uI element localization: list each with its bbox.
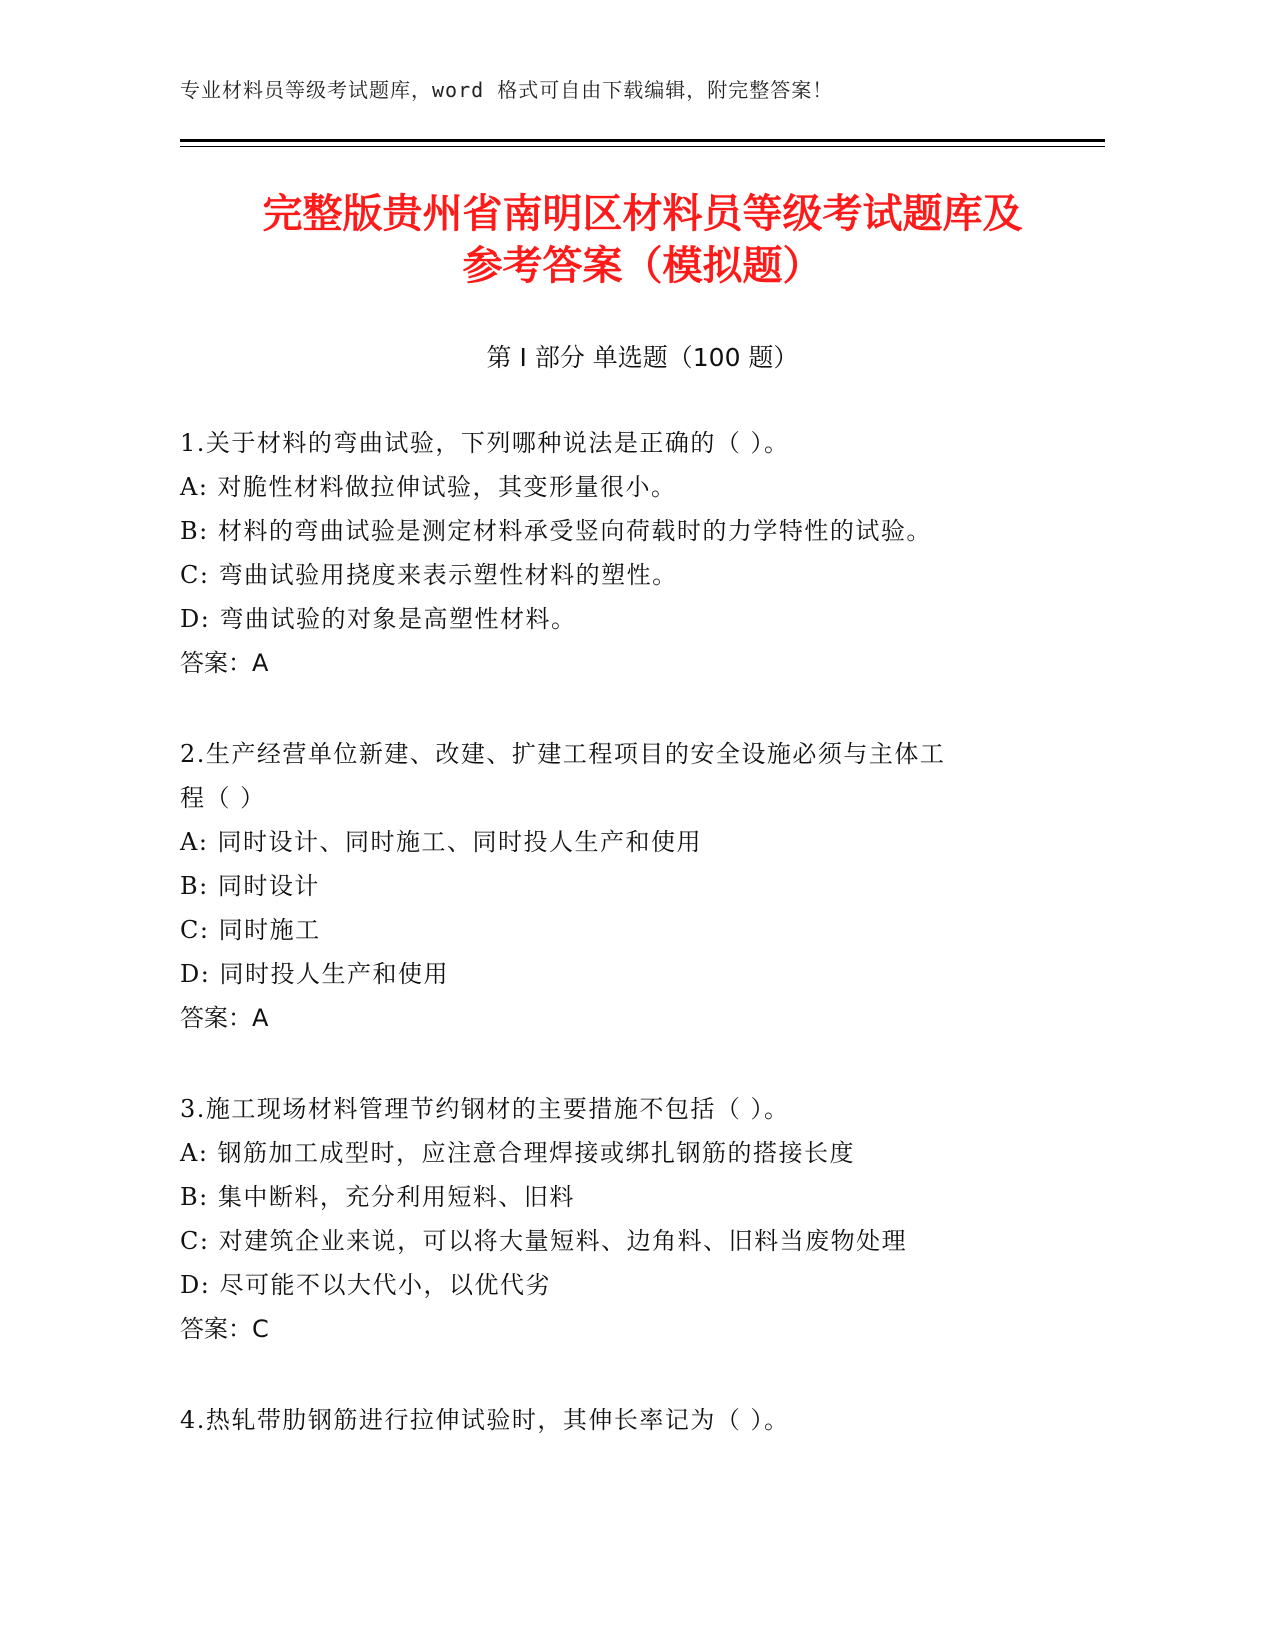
option-a: A: 对脆性材料做拉伸试验，其变形量很小。 xyxy=(180,473,677,501)
question-stem: 4.热轧带肋钢筋进行拉伸试验时，其伸长率记为（ ）。 xyxy=(180,1406,790,1434)
option-c: C: 同时施工 xyxy=(180,916,321,944)
option-b: B: 材料的弯曲试验是测定材料承受竖向荷载时的力学特性的试验。 xyxy=(180,517,932,545)
question-item xyxy=(180,732,1040,1040)
header-note: 专业材料员等级考试题库，word 格式可自由下载编辑，附完整答案！ xyxy=(180,78,834,102)
document-title-line-2: 参考答案（模拟题） xyxy=(462,243,823,289)
option-c: C: 弯曲试验用挠度来表示塑性材料的塑性。 xyxy=(180,561,678,589)
question-list xyxy=(180,421,1040,1489)
answer-label: 答案：C xyxy=(180,1315,269,1343)
document-title xyxy=(180,188,1105,292)
answer-label: 答案：A xyxy=(180,649,269,677)
option-d: D: 同时投人生产和使用 xyxy=(180,960,449,988)
document-title-line-1: 完整版贵州省南明区材料员等级考试题库及 xyxy=(262,191,1023,237)
header-rule-thin xyxy=(180,146,1105,147)
section-title: 第 I 部分 单选题（100 题） xyxy=(486,343,799,372)
header-rule-thick xyxy=(180,139,1105,142)
question-stem: 1.关于材料的弯曲试验，下列哪种说法是正确的（ ）。 xyxy=(180,429,790,457)
question-item xyxy=(180,1087,1040,1351)
question-item xyxy=(180,421,1040,685)
option-a: A: 同时设计、同时施工、同时投人生产和使用 xyxy=(180,828,703,856)
option-d: D: 尽可能不以大代小，以优代劣 xyxy=(180,1271,551,1299)
question-item xyxy=(180,1398,1040,1442)
option-a: A: 钢筋加工成型时，应注意合理焊接或绑扎钢筋的搭接长度 xyxy=(180,1139,856,1167)
question-stem-continued: 程（ ） xyxy=(180,784,266,812)
option-b: B: 集中断料，充分利用短料、旧料 xyxy=(180,1183,575,1211)
option-c: C: 对建筑企业来说，可以将大量短料、边角料、旧料当废物处理 xyxy=(180,1227,908,1255)
option-d: D: 弯曲试验的对象是高塑性材料。 xyxy=(180,605,577,633)
question-stem: 2.生产经营单位新建、改建、扩建工程项目的安全设施必须与主体工 xyxy=(180,740,946,768)
option-b: B: 同时设计 xyxy=(180,872,320,900)
question-stem: 3.施工现场材料管理节约钢材的主要措施不包括（ ）。 xyxy=(180,1095,790,1123)
answer-label: 答案：A xyxy=(180,1004,269,1032)
